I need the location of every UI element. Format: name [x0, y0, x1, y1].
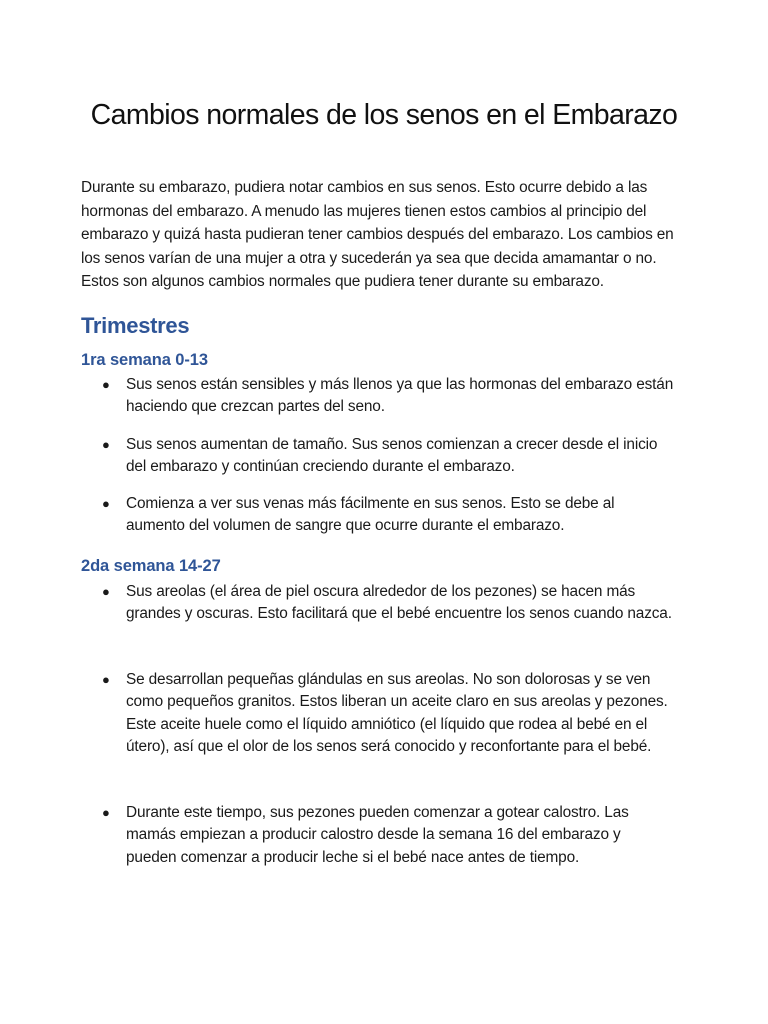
- bullet-icon: ●: [102, 437, 110, 452]
- subsection-heading-first: 1ra semana 0-13: [81, 351, 208, 369]
- list-item-text: Sus areolas (el área de piel oscura alrededor de los pezones) se hacen más grandes y oscuras. Esto facilitará que el bebé encuentre los senos cuando nazca.: [126, 583, 672, 623]
- bullet-icon: ●: [102, 672, 110, 687]
- bullet-icon: ●: [102, 496, 110, 511]
- list-item-text: Sus senos aumentan de tamaño. Sus senos comienzan a crecer desde el inicio del embarazo y continúan creciendo durante el embarazo.: [126, 436, 658, 476]
- list-item: [104, 802, 674, 869]
- list-item: [104, 434, 674, 479]
- bullet-icon: ●: [102, 584, 110, 599]
- list-item: [104, 581, 674, 626]
- list-item-text: Comienza a ver sus venas más fácilmente en sus senos. Esto se debe al aumento del volumen de sangre que ocurre durante el embarazo.: [126, 495, 615, 535]
- bullet-icon: ●: [102, 377, 110, 392]
- list-item: [104, 669, 674, 758]
- list-item: [104, 493, 674, 538]
- subsection-heading-second: 2da semana 14-27: [81, 557, 221, 575]
- list-item-text: Sus senos están sensibles y más llenos ya que las hormonas del embarazo están haciendo que crezcan partes del seno.: [126, 376, 674, 416]
- list-item: [104, 374, 674, 419]
- intro-paragraph: Durante su embarazo, pudiera notar cambios en sus senos. Esto ocurre debido a las hormonas del embarazo. A menudo las mujeres tienen estos cambios al principio del embarazo y quizá hasta pudieran tener cambios después del embarazo. Los cambios en los senos varían de una mujer a otra y sucederán ya sea que decida amamantar o no. Estos son algunos cambios normales que pudiera tener durante su embarazo.: [81, 179, 674, 291]
- list-item-text: Durante este tiempo, sus pezones pueden comenzar a gotear calostro. Las mamás empiezan a producir calostro desde la semana 16 del embarazo y pueden comenzar a producir leche si el bebé nace antes de tiempo.: [126, 804, 629, 866]
- list-item-text: Se desarrollan pequeñas glándulas en sus areolas. No son dolorosas y se ven como pequeños granitos. Estos liberan un aceite claro en sus areolas y pezones. Este aceite huele como el líquido amniótico (el líquido que rodea al bebé en el útero), así que el olor de los senos será conocido y reconfortante para el bebé.: [126, 671, 668, 755]
- section-heading-trimestres: Trimestres: [81, 313, 190, 338]
- bullet-icon: ●: [102, 805, 110, 820]
- document-title: Cambios normales de los senos en el Embarazo: [90, 99, 678, 131]
